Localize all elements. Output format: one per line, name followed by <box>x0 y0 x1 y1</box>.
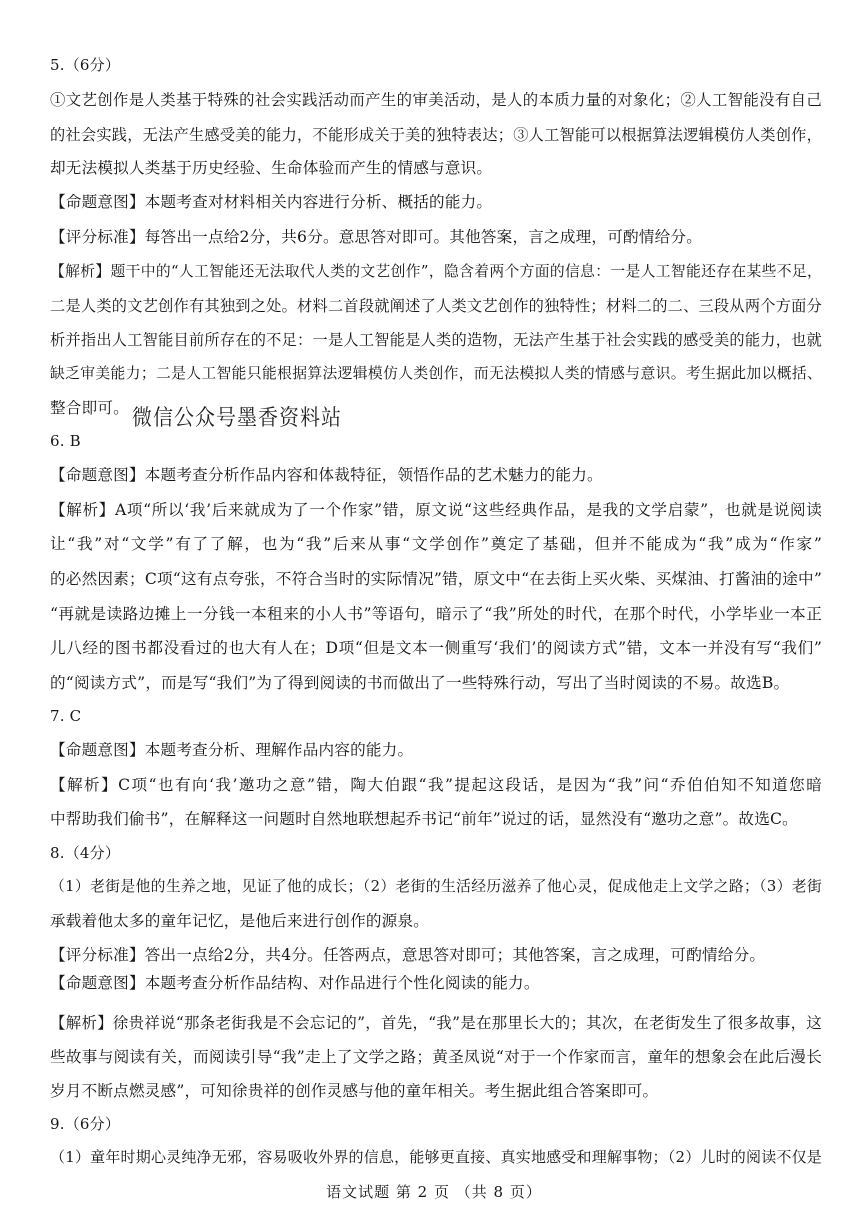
question-8-heading: 8.（4分） <box>50 844 121 862</box>
analysis-line: 缺乏审美能力；二是人工智能只能根据算法逻辑模仿人类创作，而无法模拟人类的情感与意识。考生据此加以概括、 <box>50 365 822 382</box>
analysis-line: 二是人类的文艺创作有其独到之处。材料二首段就阐述了人类文艺创作的独特性；材料二的二、三段从两个方面分 <box>50 297 822 315</box>
analysis-line: 【解析】C项“也有向‘我’邀功之意”错，陶大伯跟“我”提起这段话，是因为“我”问“乔伯伯知不知道您暗 <box>50 776 822 794</box>
intent-line: 【命题意图】本题考查分析作品结构、对作品进行个性化阅读的能力。 <box>50 974 540 992</box>
intent-line: 【命题意图】本题考查对材料相关内容进行分析、概括的能力。 <box>50 193 493 211</box>
analysis-line: 【解析】A项“所以‘我’后来就成为了一个作家”错，原文说“这些经典作品，是我的文学启蒙”，也就是说阅读 <box>50 501 822 519</box>
analysis-line: 岁月不断点燃灵感”，可知徐贵祥的创作灵感与他的童年相关。考生据此组合答案即可。 <box>50 1082 659 1100</box>
intent-line: 【命题意图】本题考查分析、理解作品内容的能力。 <box>50 741 414 759</box>
answer-line: （1）老街是他的生养之地，见证了他的成长；（2）老街的生活经历滋养了他心灵，促成他走上文学之路；（3）老街 <box>50 878 822 895</box>
scoring-line: 【评分标准】答出一点给2分，共4分。任答两点，意思答对即可；其他答案，言之成理，可酌情给分。 <box>50 946 766 964</box>
analysis-line: 的“阅读方式”，而是写“我们”为了得到阅读的书而做出了一些特殊行动，写出了当时阅读的不易。故选B。 <box>50 674 790 692</box>
analysis-line: 些故事与阅读有关，而阅读引导“我”走上了文学之路；黄圣凤说“对于一个作家而言，童年的想象会在此后漫长 <box>50 1048 822 1066</box>
scoring-line: 【评分标准】每答出一点给2分，共6分。意思答对即可。其他答案，言之成理，可酌情给分。 <box>50 228 702 246</box>
answer-line: ①文艺创作是人类基于特殊的社会实践活动而产生的审美活动，是人的本质力量的对象化；②人工智能没有自己 <box>50 91 822 109</box>
analysis-line: 整合即可。 <box>50 399 129 417</box>
analysis-line: 儿八经的图书都没看过的也大有人在；D项“但是文本一侧重写‘我们’的阅读方式”错，文本一并没有写“我们” <box>50 639 822 657</box>
answer-line: 承载着他太多的童年记忆，是他后来进行创作的源泉。 <box>50 912 430 930</box>
analysis-line: 【解析】徐贵祥说“那条老街我是不会忘记的”，首先，“我”是在那里长大的；其次，在老街发生了很多故事，这 <box>50 1014 822 1032</box>
question-7-heading: 7. C <box>50 707 82 725</box>
analysis-line: “再就是读路边摊上一分钱一本租来的小人书”等语句，暗示了“我”所处的时代，在那个时代，小学毕业一本正 <box>50 605 822 623</box>
analysis-line: 【解析】题干中的“人工智能还无法取代人类的文艺创作”，隐含着两个方面的信息：一是人工智能还存在某些不足， <box>50 263 822 280</box>
answer-line: 却无法模拟人类基于历史经验、生命体验而产生的情感与意识。 <box>50 159 493 177</box>
question-9-heading: 9.（6分） <box>50 1115 121 1133</box>
answer-line: （1）童年时期心灵纯净无邪，容易吸收外界的信息，能够更直接、真实地感受和理解事物；（2）儿时的阅读不仅是 <box>50 1148 822 1166</box>
watermark-text: 微信公众号墨香资料站 <box>132 403 342 431</box>
answer-line: 的社会实践，无法产生感受美的能力，不能形成关于美的独特表达；③人工智能可以根据算法逻辑模仿人类创作， <box>50 126 822 144</box>
analysis-line: 析并指出人工智能目前所存在的不足：一是人工智能是人类的造物，无法产生基于社会实践的感受美的能力，也就 <box>50 331 822 349</box>
analysis-line: 中帮助我们偷书”，在解释这一问题时自然地联想起乔书记“前年”说过的话，显然没有“邀功之意”。故选C。 <box>50 810 798 828</box>
page-footer: 语文试题 第 2 页 （共 8 页） <box>326 1183 542 1201</box>
question-5-heading: 5.（6分） <box>50 56 121 74</box>
question-6-heading: 6. B <box>50 432 81 450</box>
analysis-line: 的必然因素；C项“这有点夸张，不符合当时的实际情况”错，原文中“在去街上买火柴、买煤油、打酱油的途中” <box>50 570 822 588</box>
intent-line: 【命题意图】本题考查分析作品内容和体裁特征，领悟作品的艺术魅力的能力。 <box>50 466 603 484</box>
analysis-line: 让“我”对“文学”有了了解，也为“我”后来从事“文学创作”奠定了基础，但并不能成为“我”成为“作家” <box>50 535 822 553</box>
